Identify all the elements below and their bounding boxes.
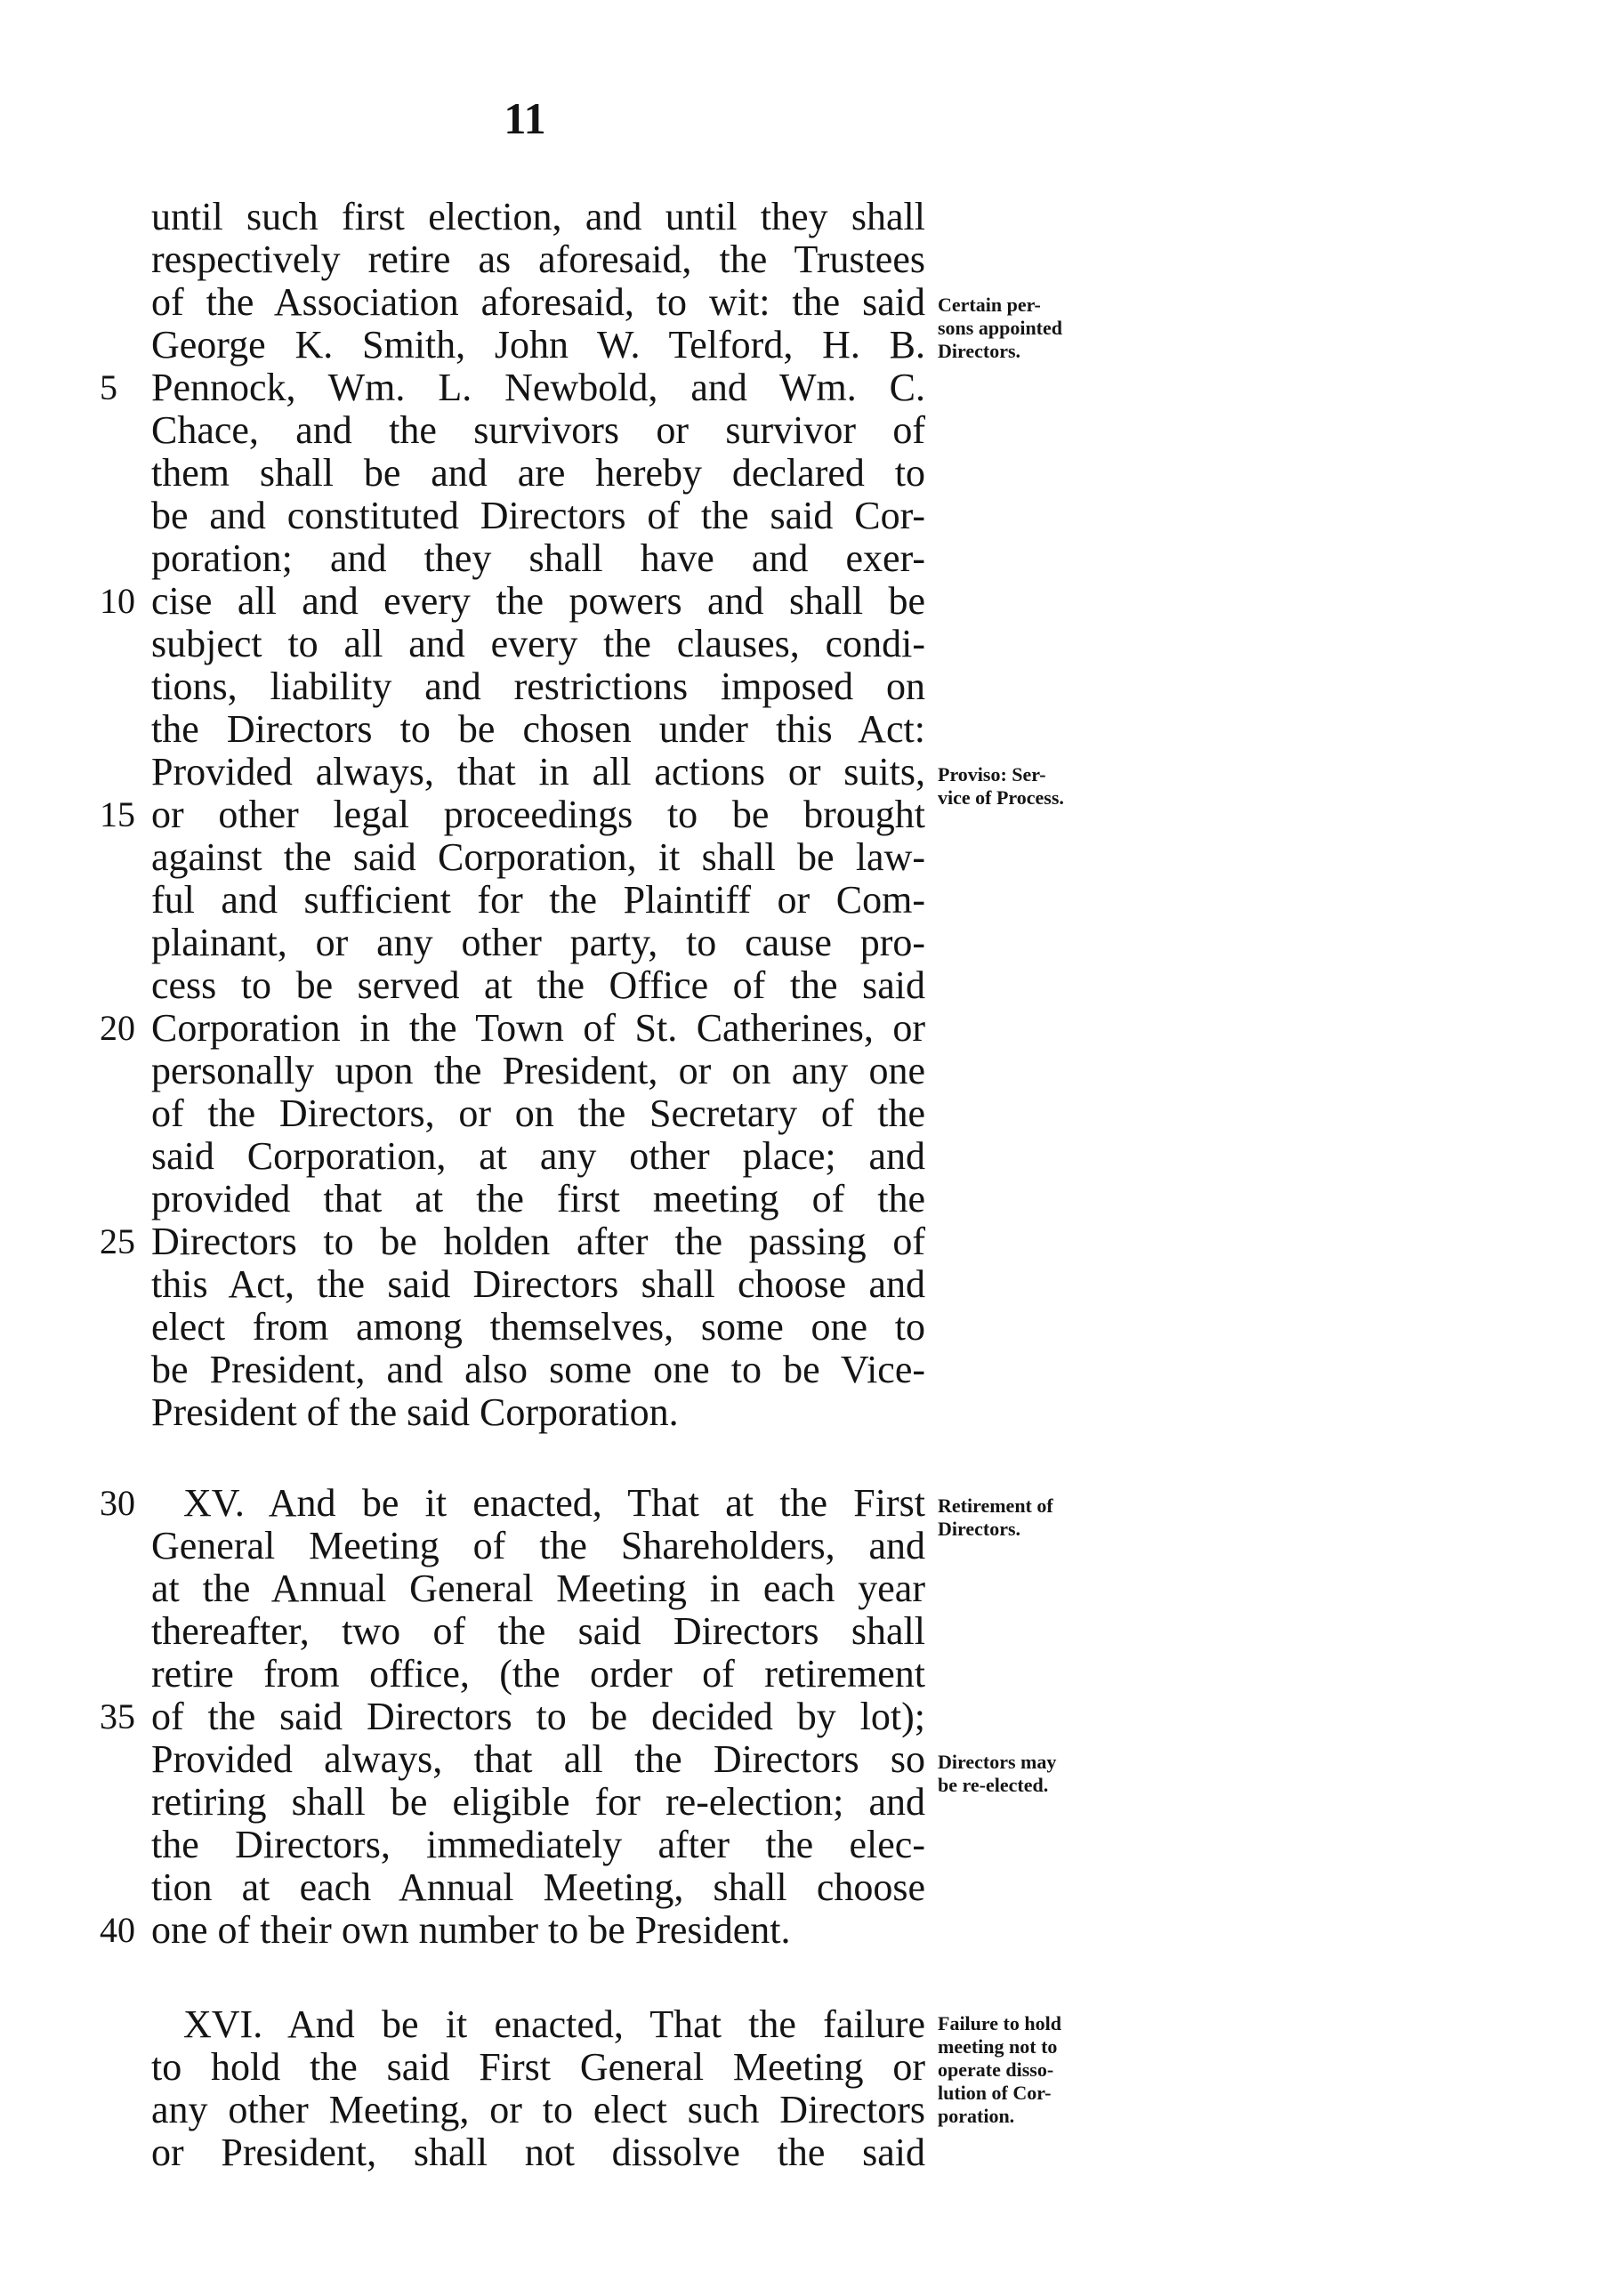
- text-line: Pennock, Wm. L. Newbold, and Wm. C.: [151, 366, 925, 409]
- text-line: cise all and every the powers and shall be: [151, 579, 925, 623]
- margin-note-line: Proviso: Ser-: [938, 763, 1046, 785]
- text-line: be and constituted Directors of the said Cor-: [151, 494, 925, 537]
- margin-note: [938, 294, 1151, 363]
- text-line: retiring shall be eligible for re-election; and: [151, 1780, 925, 1824]
- text-line: ful and sufficient for the Plaintiff or Com-: [151, 878, 925, 922]
- text-line: of the said Directors to be decided by lot);: [151, 1695, 925, 1738]
- text-line: XVI. And be it enacted, That the failure: [183, 2002, 925, 2046]
- margin-note-line: Directors.: [938, 340, 1021, 362]
- text-line: tion at each Annual Meeting, shall choose: [151, 1865, 925, 1909]
- text-line: or President, shall not dissolve the said: [151, 2131, 925, 2174]
- margin-note-line: vice of Process.: [938, 786, 1064, 809]
- text-line: cess to be served at the Office of the said: [151, 963, 925, 1007]
- margin-note-line: lution of Cor-: [938, 2082, 1052, 2104]
- text-line: retire from office, (the order of retirement: [151, 1652, 925, 1696]
- page-number: 11: [504, 93, 546, 143]
- text-line: Provided always, that all the Directors so: [151, 1737, 925, 1781]
- line-number: 15: [100, 794, 135, 834]
- text-line: tions, liability and restrictions imposed on: [151, 665, 925, 708]
- text-line: General Meeting of the Shareholders, and: [151, 1524, 925, 1567]
- line-number: 10: [100, 581, 135, 621]
- text-line: Chace, and the survivors or survivor of: [151, 408, 925, 452]
- text-line: plainant, or any other party, to cause pro-: [151, 921, 925, 964]
- line-number: 20: [100, 1008, 135, 1048]
- text-line: them shall be and are hereby declared to: [151, 451, 925, 495]
- text-line: President of the said Corporation.: [151, 1390, 679, 1434]
- text-line: said Corporation, at any other place; and: [151, 1134, 925, 1178]
- text-line: against the said Corporation, it shall be law-: [151, 835, 925, 879]
- margin-note: [938, 1751, 1151, 1797]
- margin-note-line: be re-elected.: [938, 1774, 1049, 1796]
- text-line: this Act, the said Directors shall choose and: [151, 1262, 925, 1306]
- text-line: Provided always, that in all actions or suits,: [151, 750, 925, 794]
- margin-note-line: operate disso-: [938, 2058, 1054, 2081]
- text-line: of the Association aforesaid, to wit: the said: [151, 280, 925, 324]
- text-line: any other Meeting, or to elect such Directors: [151, 2088, 925, 2131]
- margin-note: [938, 1494, 1151, 1541]
- text-line: at the Annual General Meeting in each year: [151, 1567, 925, 1610]
- margin-note-line: Failure to hold: [938, 2012, 1061, 2034]
- text-line: the Directors, immediately after the elec-: [151, 1823, 925, 1866]
- margin-note-line: sons appointed: [938, 317, 1063, 339]
- line-number: 40: [100, 1910, 135, 1950]
- text-line: poration; and they shall have and exer-: [151, 536, 925, 580]
- text-line: of the Directors, or on the Secretary of the: [151, 1092, 925, 1135]
- margin-note-line: poration.: [938, 2105, 1015, 2127]
- line-number: 35: [100, 1696, 135, 1736]
- text-line: respectively retire as aforesaid, the Trustees: [151, 238, 925, 281]
- text-line: to hold the said First General Meeting or: [151, 2045, 925, 2089]
- text-line: provided that at the first meeting of the: [151, 1177, 925, 1221]
- margin-note: [938, 2012, 1151, 2128]
- text-line: until such first election, and until they shall: [151, 195, 925, 238]
- margin-note-line: Directors may: [938, 1751, 1057, 1773]
- text-line: thereafter, two of the said Directors shall: [151, 1609, 925, 1653]
- text-line: Directors to be holden after the passing of: [151, 1220, 925, 1263]
- text-line: or other legal proceedings to be brought: [151, 793, 925, 836]
- text-line: elect from among themselves, some one to: [151, 1305, 925, 1349]
- text-line: one of their own number to be President.: [151, 1908, 791, 1952]
- text-line: Corporation in the Town of St. Catherines, or: [151, 1006, 925, 1050]
- text-line: George K. Smith, John W. Telford, H. B.: [151, 323, 925, 367]
- text-line: XV. And be it enacted, That at the First: [183, 1481, 925, 1525]
- text-line: the Directors to be chosen under this Act:: [151, 707, 925, 751]
- line-number: 30: [100, 1483, 135, 1523]
- margin-note-line: Certain per-: [938, 294, 1041, 316]
- margin-note-line: Retirement of: [938, 1494, 1053, 1517]
- margin-note: [938, 763, 1151, 810]
- text-line: be President, and also some one to be Vice-: [151, 1348, 925, 1391]
- line-number: 25: [100, 1221, 135, 1261]
- line-number: 5: [100, 367, 117, 407]
- margin-note-line: Directors.: [938, 1518, 1021, 1540]
- text-line: subject to all and every the clauses, condi-: [151, 622, 925, 665]
- margin-note-line: meeting not to: [938, 2035, 1058, 2058]
- text-line: personally upon the President, or on any one: [151, 1049, 925, 1092]
